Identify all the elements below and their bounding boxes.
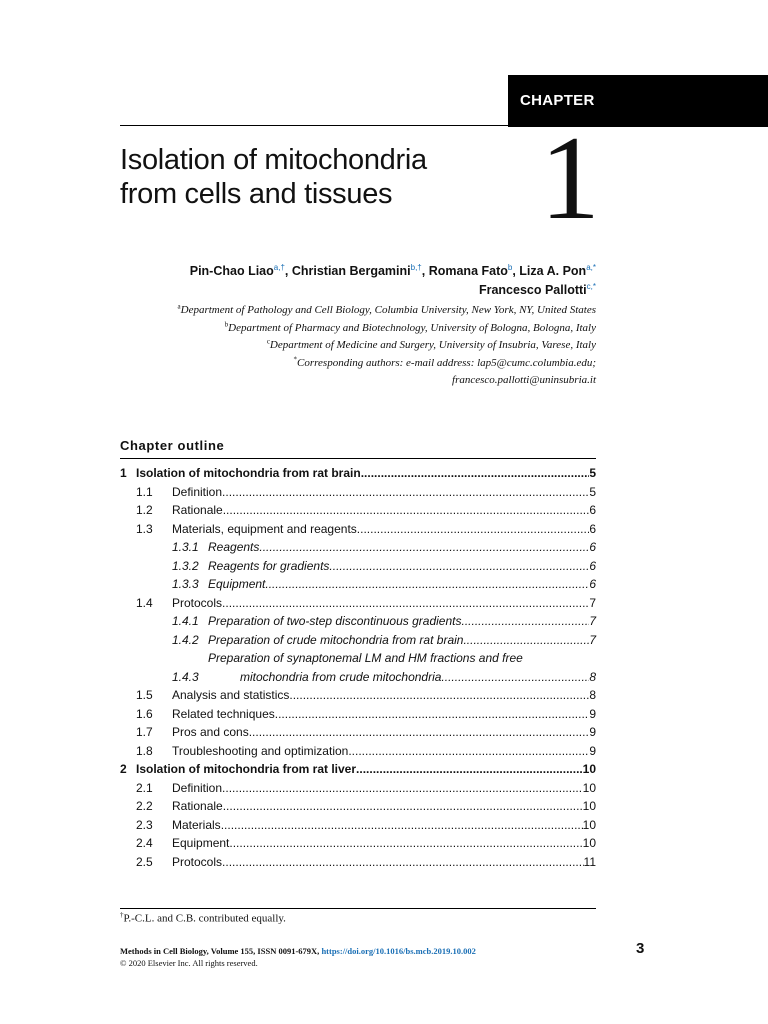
toc-entry[interactable]	[120, 483, 596, 502]
toc-leader-dots	[275, 705, 590, 724]
toc-entry[interactable]	[120, 742, 596, 761]
affiliations	[120, 302, 596, 390]
toc-entry-label: Protocols	[172, 854, 223, 869]
doi-link[interactable]: https://doi.org/10.1016/bs.mcb.2019.10.002	[321, 946, 476, 956]
toc-entry-label: Isolation of mitochondria from rat brain	[136, 466, 361, 480]
toc-entry-label: Materials, equipment and reagents	[172, 521, 357, 536]
toc-entry-page: 6	[589, 558, 596, 573]
page-number: 3	[636, 940, 645, 957]
toc-entry[interactable]	[120, 520, 596, 539]
author-affiliation-mark: a,*	[586, 262, 596, 272]
toc-entry[interactable]	[120, 538, 596, 557]
toc-entry-label: Definition	[172, 780, 223, 795]
toc-entry-label: Definition	[172, 484, 223, 499]
toc-entry-number: 1.6	[136, 706, 153, 721]
toc-entry-page: 9	[589, 706, 596, 721]
toc-entry-page: 10	[582, 817, 596, 832]
toc-entry-number: 1	[120, 466, 127, 480]
author-affiliation-mark: c,*	[586, 281, 596, 291]
toc-entry-label: Equipment	[208, 577, 266, 591]
toc-leader-dots	[357, 520, 590, 539]
author-line-2	[120, 281, 596, 300]
chapter-title	[120, 143, 520, 211]
toc-entry-page: 8	[589, 669, 596, 684]
toc-entry-page: 10	[582, 780, 596, 795]
toc-leader-dots	[441, 668, 589, 687]
toc-entry-page: 5	[589, 484, 596, 499]
author-name: Liza A. Pon	[519, 264, 587, 278]
table-of-contents	[120, 464, 596, 871]
toc-entry[interactable]	[120, 723, 596, 742]
toc-entry-number: 2.1	[136, 780, 153, 795]
toc-entry-page: 10	[582, 799, 596, 813]
toc-leader-dots	[348, 742, 589, 761]
toc-entry[interactable]	[120, 594, 596, 613]
toc-leader-dots	[222, 779, 583, 798]
toc-entry-page: 11	[583, 854, 596, 869]
outline-title: Chapter outline	[120, 438, 225, 453]
toc-entry-page: 5	[589, 466, 596, 480]
author-name: Francesco Pallotti	[478, 283, 587, 297]
toc-leader-dots	[259, 538, 589, 557]
toc-entry-page: 6	[589, 540, 596, 554]
toc-entry[interactable]	[120, 464, 596, 483]
toc-entry[interactable]	[120, 779, 596, 798]
author-name: Pin-Chao Liao	[189, 264, 274, 278]
chapter-number: 1	[540, 111, 600, 244]
toc-entry-label: Preparation of two-step discontinuous gradients	[208, 614, 462, 628]
toc-leader-dots	[229, 834, 582, 853]
toc-entry-number: 1.4.1	[172, 614, 199, 628]
author-affiliation-mark: b	[507, 262, 513, 272]
toc-entry-number: 1.3.2	[172, 558, 199, 573]
toc-entry-page: 7	[589, 632, 596, 647]
toc-entry-label: Materials	[172, 817, 221, 832]
toc-entry-page: 8	[589, 688, 596, 702]
affiliation-item: $^c$Department of Medicine and Surgery, University of Insubria, Varese, Italy	[266, 337, 596, 351]
toc-entry[interactable]	[120, 501, 596, 520]
toc-leader-dots	[463, 631, 589, 650]
journal-info	[120, 945, 476, 969]
copyright-notice: © 2020 Elsevier Inc. All rights reserved.	[120, 958, 258, 968]
toc-leader-dots	[222, 853, 584, 872]
toc-leader-dots	[361, 464, 590, 483]
chapter-label: CHAPTER	[520, 92, 595, 109]
toc-leader-dots	[356, 760, 583, 779]
toc-entry[interactable]	[120, 612, 596, 631]
toc-entry-number: 1.7	[136, 725, 153, 739]
toc-entry[interactable]	[120, 557, 596, 576]
author-list	[120, 262, 596, 300]
toc-entry[interactable]	[120, 816, 596, 835]
toc-entry-number: 1.3.1	[172, 540, 199, 554]
outline-rule	[120, 458, 596, 459]
toc-entry[interactable]	[120, 575, 596, 594]
author-name: Christian Bergamini	[291, 264, 411, 278]
corresponding-author-email: francesco.pallotti@uninsubria.it	[452, 374, 596, 386]
toc-leader-dots	[289, 686, 589, 705]
footnote: †P.-C.L. and C.B. contributed equally.	[120, 911, 286, 925]
toc-entry-page: 10	[582, 762, 596, 776]
toc-entry-page: 10	[582, 836, 596, 850]
toc-entry[interactable]	[120, 686, 596, 705]
author-name: Romana Fato	[428, 264, 508, 278]
toc-entry-number: 1.4.2	[172, 632, 199, 647]
toc-entry[interactable]	[120, 760, 596, 779]
toc-entry-label: Pros and cons	[172, 725, 249, 739]
toc-entry-label: Preparation of synaptonemal LM and HM fractions and free	[208, 651, 523, 665]
toc-entry-label: Rationale	[172, 503, 223, 517]
toc-entry-number: 2	[120, 762, 127, 776]
toc-entry-label: Equipment	[172, 836, 230, 850]
toc-entry-label: Isolation of mitochondria from rat liver	[136, 762, 357, 776]
author-affiliation-mark: a,†	[273, 262, 285, 272]
toc-entry-number: 1.4	[136, 595, 153, 610]
toc-entry-page: 6	[589, 577, 596, 591]
toc-entry-number: 2.5	[136, 854, 153, 869]
toc-entry[interactable]	[120, 705, 596, 724]
toc-entry-label: Troubleshooting and optimization	[172, 743, 349, 758]
toc-leader-dots	[222, 594, 589, 613]
toc-entry-page: 7	[589, 595, 596, 610]
toc-entry[interactable]	[120, 797, 596, 816]
toc-entry-number: 1.8	[136, 743, 153, 758]
toc-entry-label: Reagents for gradients	[208, 558, 330, 573]
affiliation-item: $^b$Department of Pharmacy and Biotechnology, University of Bologna, Bologna, Italy	[224, 319, 596, 334]
toc-entry-page: 6	[589, 503, 596, 517]
toc-entry-label: Preparation of crude mitochondria from rat brain	[208, 632, 464, 647]
toc-entry-label: Reagents	[208, 540, 260, 554]
author-affiliation-mark: b,†	[410, 262, 422, 272]
toc-leader-dots	[221, 816, 583, 835]
title-line-2: from cells and tissues	[120, 178, 393, 210]
toc-entry-page: 9	[589, 725, 596, 739]
toc-entry-page: 6	[589, 521, 596, 536]
toc-leader-dots	[249, 723, 590, 742]
toc-entry[interactable]	[120, 649, 596, 686]
toc-entry-number: 1.5	[136, 688, 153, 702]
toc-entry-label: Protocols	[172, 595, 223, 610]
footnote-rule	[120, 908, 596, 909]
author-line-1: Pin-Chao Liao$^{a,\dagger}$, Christian Bergamini$^{b,\dagger}$, Romana Fato$^b$, Liza A. Pon$^{a,*}$	[189, 262, 596, 278]
toc-entry[interactable]	[120, 834, 596, 853]
toc-leader-dots	[265, 575, 589, 594]
journal-citation: Methods in Cell Biology, Volume 155, ISSN 0091-679X,	[120, 946, 320, 956]
toc-entry-number: 2.2	[136, 799, 153, 813]
toc-entry-number: 1.1	[136, 484, 153, 499]
toc-leader-dots	[329, 557, 589, 576]
affiliation-item: $^a$Department of Pathology and Cell Biology, Columbia University, New York, NY, United States	[177, 302, 596, 316]
toc-entry-number: 1.3	[136, 521, 153, 536]
toc-entry-number: 2.4	[136, 836, 153, 850]
toc-leader-dots	[461, 612, 589, 631]
toc-entry-label: Analysis and statistics	[172, 688, 290, 702]
toc-entry-number: 2.3	[136, 817, 153, 832]
toc-entry-label: Related techniques	[172, 706, 275, 721]
corresponding-author-note: *Corresponding authors: e-mail address: lap5@cumc.columbia.edu;	[293, 354, 596, 369]
toc-entry-page: 9	[589, 743, 596, 758]
toc-entry-label: Rationale	[172, 799, 223, 813]
toc-entry-page: 7	[589, 614, 596, 628]
toc-leader-dots	[223, 797, 583, 816]
toc-entry-number: 1.2	[136, 503, 153, 517]
header-rule	[120, 125, 508, 126]
toc-entry-label-continued: mitochondria from crude mitochondria	[240, 669, 442, 684]
toc-entry-number: 1.3.3	[172, 577, 199, 591]
toc-entry[interactable]	[120, 631, 596, 650]
toc-leader-dots	[222, 483, 589, 502]
toc-leader-dots	[223, 501, 590, 520]
toc-entry-number: 1.4.3	[172, 669, 199, 684]
title-line-1: Isolation of mitochondria	[120, 144, 427, 176]
toc-entry[interactable]	[120, 853, 596, 872]
